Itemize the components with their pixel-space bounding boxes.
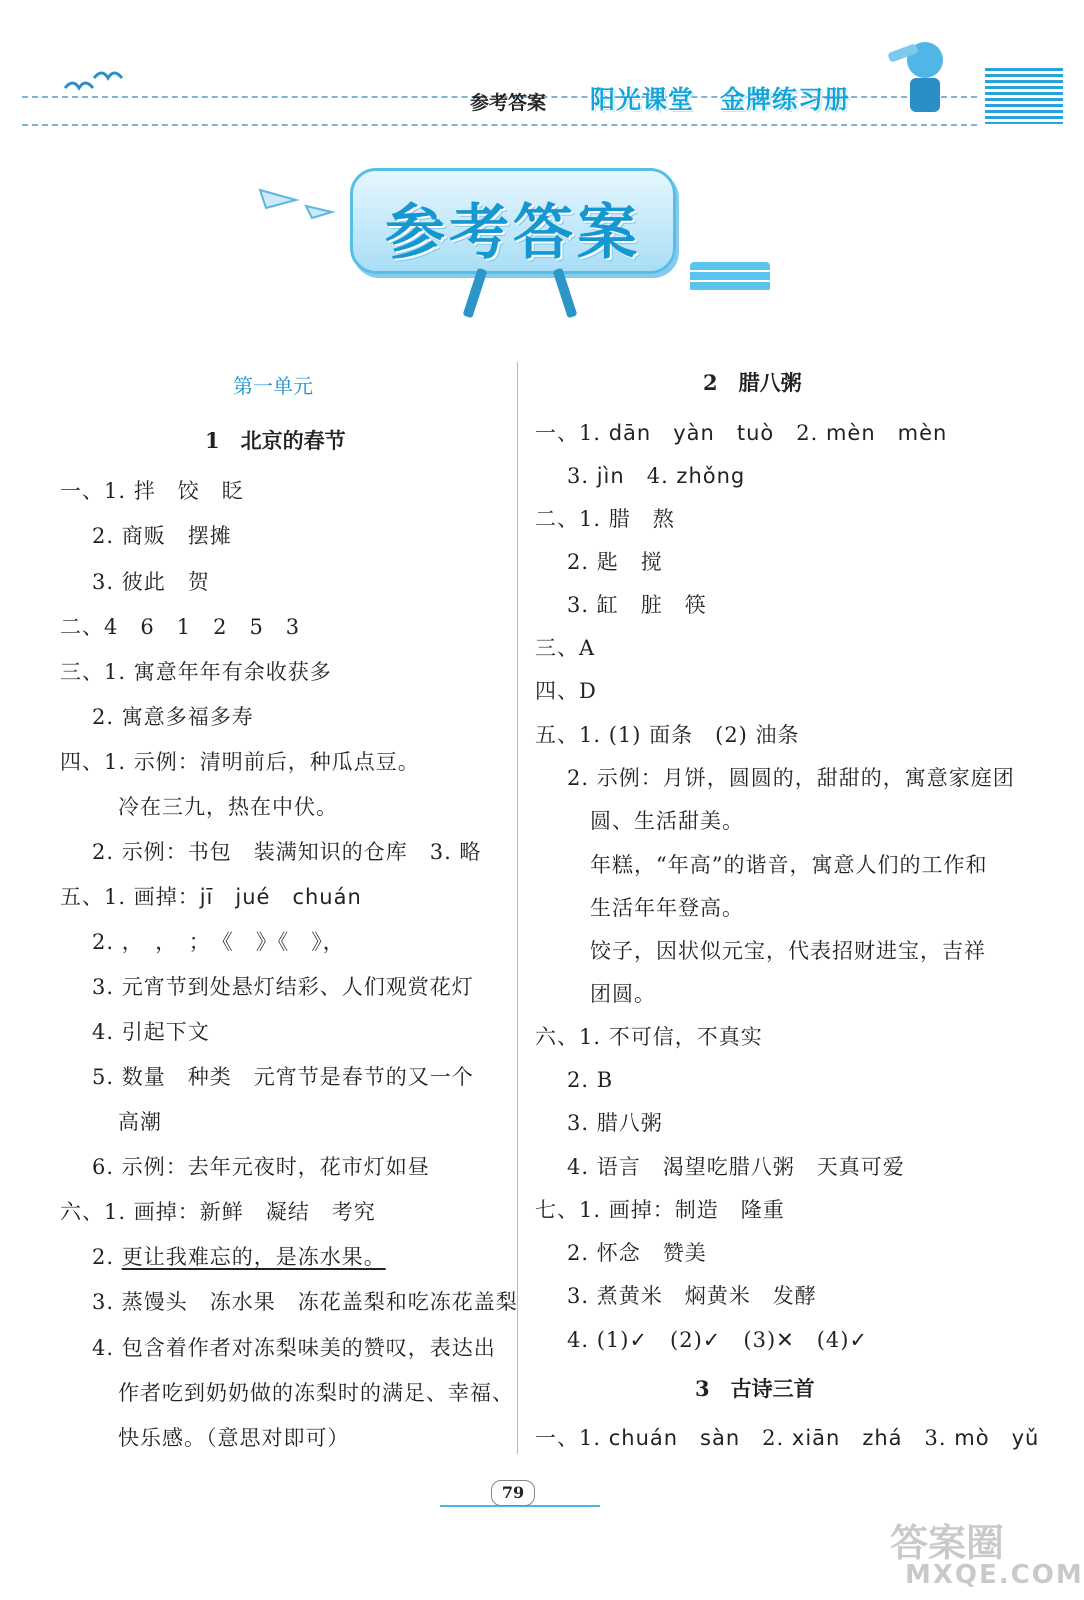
answer-prefix: 一、1. [535, 1426, 609, 1450]
answer-line: 3. 蒸馒头 冻水果 冻花盖梨和吃冻花盖梨 [92, 1290, 518, 1314]
answer-prefix: 五、1. 画掉： [60, 885, 200, 909]
easel-leg-left [463, 268, 488, 319]
answer-prefix: 3. [902, 1426, 955, 1450]
answer-line: 生活年年登高。 [590, 896, 744, 920]
answer-line: 2. 示例：月饼，圆圆的，甜甜的，寓意家庭团 [567, 766, 1015, 790]
answer-line: 饺子，因状似元宝，代表招财进宝，吉祥 [590, 939, 986, 963]
pinyin-text: xiān zhá [791, 1426, 903, 1450]
answer-line: 2. ， ， ； 《 》《 》， [92, 930, 345, 954]
answer-line: 4. (1)✓ (2)✓ (3)✕ (4)✓ [567, 1328, 869, 1352]
answer-line: 快乐感。（意思对即可） [118, 1426, 350, 1450]
answer-line [60, 882, 362, 912]
pinyin-text: mèn mèn [825, 421, 948, 445]
books-icon [690, 262, 770, 292]
answer-line: 二、4 6 1 2 5 3 [60, 615, 301, 639]
answer-line: 三、1. 寓意年年有余收获多 [60, 660, 332, 684]
answer-line: 圆、生活甜美。 [590, 809, 744, 833]
pinyin-text: jī jué chuán [199, 885, 362, 909]
answer-line [567, 461, 745, 491]
answer-line: 高潮 [118, 1110, 162, 1134]
answer-line: 2. 示例：书包 装满知识的仓库 3. 略 [92, 840, 482, 864]
page-number: 79 [491, 1480, 535, 1506]
answer-prefix: 2. [774, 421, 826, 445]
answer-line: 3. 彼此 贺 [92, 570, 210, 594]
easel-leg-right [553, 268, 578, 319]
pinyin-text: jìn [596, 464, 625, 488]
unit-title: 第一单元 [233, 374, 313, 398]
lesson2-title: 2 腊八粥 [703, 370, 802, 395]
answer-line: 一、1. 拌 饺 眨 [60, 479, 244, 503]
answer-line: 3. 缸 脏 筷 [567, 593, 707, 617]
answer-line: 冷在三九，热在中伏。 [118, 795, 338, 819]
pinyin-text: mò yǔ [954, 1426, 1040, 1450]
answer-prefix: 3. [567, 464, 597, 488]
lesson1-title: 1 北京的春节 [205, 428, 346, 453]
header-label: 参考答案 [470, 92, 547, 114]
watermark-logo: 答案圈 [890, 1521, 1005, 1565]
underlined-sentence: 更让我难忘的，是冻水果。 [121, 1245, 386, 1269]
answer-line: 3. 元宵节到处悬灯结彩、人们观赏花灯 [92, 975, 474, 999]
answer-line: 5. 数量 种类 元宵节是春节的又一个 [92, 1065, 474, 1089]
answer-line: 四、1. 示例：清明前后，种瓜点豆。 [60, 750, 420, 774]
lesson3-title: 3 古诗三首 [695, 1376, 815, 1401]
answer-line [92, 1242, 386, 1272]
answer-line: 2. 怀念 赞美 [567, 1241, 707, 1265]
telescope-kid-icon [880, 30, 970, 120]
answer-line: 4. 语言 渴望吃腊八粥 天真可爱 [567, 1155, 905, 1179]
pinyin-text: dān yàn tuò [608, 421, 775, 445]
answer-line: 2. 寓意多福多寿 [92, 705, 254, 729]
answer-line: 四、D [535, 679, 597, 703]
answer-prefix: 2. [740, 1426, 792, 1450]
answer-line: 3. 煮黄米 焖黄米 发酵 [567, 1284, 817, 1308]
answer-line: 2. B [567, 1068, 614, 1092]
answer-line: 六、1. 画掉：新鲜 凝结 考究 [60, 1200, 376, 1224]
answer-line: 4. 包含着作者对冻梨味美的赞叹，表达出 [92, 1336, 496, 1360]
answer-line: 3. 腊八粥 [567, 1111, 663, 1135]
watermark-url: MXQE.COM [905, 1560, 1084, 1590]
answer-line: 2. 商贩 摆摊 [92, 524, 232, 548]
answer-line: 6. 示例：去年元夜时，花市灯如昼 [92, 1155, 430, 1179]
answer-line: 作者吃到奶奶做的冻梨时的满足、幸福、 [118, 1381, 514, 1405]
answer-line [535, 418, 947, 448]
answer-line: 六、1. 不可信，不真实 [535, 1025, 763, 1049]
answer-line [535, 1423, 1039, 1453]
answer-line: 七、1. 画掉：制造 隆重 [535, 1198, 785, 1222]
answer-line: 年糕，“年高”的谐音，寓意人们的工作和 [590, 853, 988, 877]
answer-line: 4. 引起下文 [92, 1020, 210, 1044]
pinyin-text: zhǒng [676, 464, 746, 488]
answer-prefix: 2. [92, 1245, 122, 1269]
answer-line: 五、1. (1) 面条 (2) 油条 [535, 723, 800, 747]
paper-plane-icon [256, 180, 336, 220]
title-banner [350, 168, 676, 274]
header-stripes [985, 68, 1063, 124]
answer-line: 三、A [535, 636, 596, 660]
pinyin-text: chuán sàn [608, 1426, 741, 1450]
answer-line: 2. 匙 搅 [567, 550, 663, 574]
answer-line: 团圆。 [590, 982, 656, 1006]
banner-title: 参考答案 [385, 198, 641, 268]
page-header [0, 0, 1084, 140]
answer-prefix: 一、1. [535, 421, 609, 445]
answer-line: 二、1. 腊 熬 [535, 507, 675, 531]
header-brand: 阳光课堂 金牌练习册 [590, 85, 851, 114]
answer-prefix: 4. [624, 464, 677, 488]
